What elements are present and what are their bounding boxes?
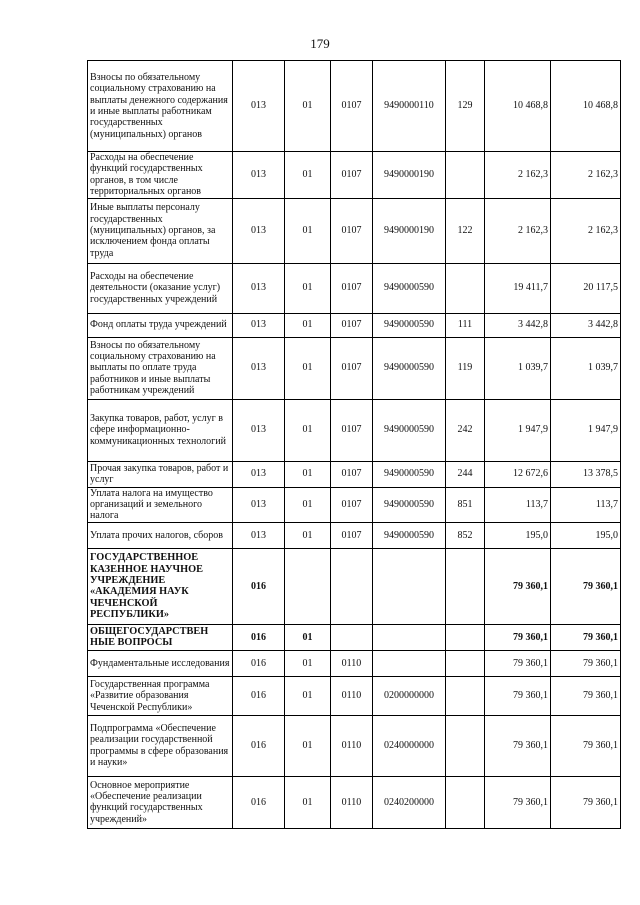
target-article-code: 0240200000	[373, 776, 446, 828]
expense-type-code	[446, 776, 485, 828]
row-name: ОБЩЕГОСУДАРСТВЕН НЫЕ ВОПРОСЫ	[88, 624, 233, 650]
table-body	[88, 61, 621, 829]
section-code: 01	[285, 152, 331, 199]
row-name: Прочая закупка товаров, работ и услуг	[88, 461, 233, 487]
section-code: 01	[285, 313, 331, 337]
amount-year-2: 79 360,1	[551, 676, 621, 715]
section-code: 01	[285, 624, 331, 650]
target-article-code: 9490000110	[373, 61, 446, 152]
amount-year-1: 79 360,1	[485, 715, 551, 776]
admin-code: 016	[233, 676, 285, 715]
amount-year-2: 79 360,1	[551, 548, 621, 624]
admin-code: 013	[233, 263, 285, 313]
target-article-code: 9490000190	[373, 198, 446, 263]
amount-year-2: 20 117,5	[551, 263, 621, 313]
expense-type-code: 852	[446, 522, 485, 548]
target-article-code	[373, 650, 446, 676]
admin-code: 013	[233, 487, 285, 522]
table-row	[88, 263, 621, 313]
admin-code: 016	[233, 776, 285, 828]
amount-year-2: 2 162,3	[551, 198, 621, 263]
row-name: Основное мероприятие «Обеспечение реализации функций государственных учреждений»	[88, 776, 233, 828]
amount-year-1: 3 442,8	[485, 313, 551, 337]
amount-year-1: 79 360,1	[485, 624, 551, 650]
target-article-code	[373, 624, 446, 650]
amount-year-1: 1 039,7	[485, 337, 551, 399]
subsection-code: 0107	[331, 337, 373, 399]
amount-year-1: 2 162,3	[485, 198, 551, 263]
expense-type-code: 242	[446, 399, 485, 461]
table-row	[88, 650, 621, 676]
amount-year-1: 79 360,1	[485, 548, 551, 624]
row-name: Взносы по обязательному социальному страхованию на выплаты по оплате труда работников и иные выплаты работникам учреждений	[88, 337, 233, 399]
admin-code: 016	[233, 650, 285, 676]
amount-year-2: 113,7	[551, 487, 621, 522]
subsection-code: 0107	[331, 522, 373, 548]
section-code: 01	[285, 522, 331, 548]
expense-type-code: 122	[446, 198, 485, 263]
amount-year-2: 1 947,9	[551, 399, 621, 461]
expense-type-code	[446, 263, 485, 313]
subsection-code: 0107	[331, 399, 373, 461]
target-article-code: 9490000590	[373, 522, 446, 548]
expense-type-code: 111	[446, 313, 485, 337]
expense-type-code	[446, 650, 485, 676]
table-row	[88, 313, 621, 337]
row-name: Расходы на обеспечение деятельности (оказание услуг) государственных учреждений	[88, 263, 233, 313]
expense-type-code	[446, 152, 485, 199]
row-name: Государственная программа «Развитие образования Чеченской Республики»	[88, 676, 233, 715]
admin-code: 013	[233, 313, 285, 337]
subsection-code: 0107	[331, 61, 373, 152]
expense-type-code: 119	[446, 337, 485, 399]
subsection-code: 0107	[331, 263, 373, 313]
amount-year-2: 79 360,1	[551, 715, 621, 776]
section-code: 01	[285, 198, 331, 263]
table-row	[88, 624, 621, 650]
subsection-code: 0107	[331, 313, 373, 337]
target-article-code: 9490000590	[373, 263, 446, 313]
table-row	[88, 198, 621, 263]
subsection-code: 0110	[331, 776, 373, 828]
amount-year-1: 12 672,6	[485, 461, 551, 487]
target-article-code: 9490000590	[373, 487, 446, 522]
expense-type-code: 129	[446, 61, 485, 152]
amount-year-1: 1 947,9	[485, 399, 551, 461]
amount-year-2: 2 162,3	[551, 152, 621, 199]
budget-table	[87, 60, 621, 829]
expense-type-code	[446, 624, 485, 650]
section-code: 01	[285, 676, 331, 715]
table-row	[88, 337, 621, 399]
subsection-code: 0107	[331, 198, 373, 263]
target-article-code: 9490000590	[373, 313, 446, 337]
table-row	[88, 715, 621, 776]
row-name: Фундаментальные исследования	[88, 650, 233, 676]
target-article-code	[373, 548, 446, 624]
table-row	[88, 61, 621, 152]
admin-code: 013	[233, 522, 285, 548]
row-name: ГОСУДАРСТВЕННОЕ КАЗЕННОЕ НАУЧНОЕ УЧРЕЖДЕНИЕ «АКАДЕМИЯ НАУК ЧЕЧЕНСКОЙ РЕСПУБЛИКИ»	[88, 548, 233, 624]
amount-year-1: 2 162,3	[485, 152, 551, 199]
subsection-code: 0107	[331, 461, 373, 487]
admin-code: 013	[233, 461, 285, 487]
amount-year-2: 79 360,1	[551, 624, 621, 650]
row-name: Подпрограмма «Обеспечение реализации государственной программы в сфере образования и науки»	[88, 715, 233, 776]
target-article-code: 0200000000	[373, 676, 446, 715]
expense-type-code: 244	[446, 461, 485, 487]
admin-code: 016	[233, 548, 285, 624]
amount-year-2: 195,0	[551, 522, 621, 548]
amount-year-1: 10 468,8	[485, 61, 551, 152]
amount-year-2: 1 039,7	[551, 337, 621, 399]
section-code: 01	[285, 715, 331, 776]
subsection-code: 0110	[331, 676, 373, 715]
section-code: 01	[285, 487, 331, 522]
row-name: Иные выплаты персоналу государственных (муниципальных) органов, за исключением фонда оплаты труда	[88, 198, 233, 263]
expense-type-code	[446, 676, 485, 715]
table-row	[88, 676, 621, 715]
amount-year-2: 10 468,8	[551, 61, 621, 152]
target-article-code: 9490000190	[373, 152, 446, 199]
table-row	[88, 152, 621, 199]
expense-type-code	[446, 715, 485, 776]
amount-year-2: 79 360,1	[551, 776, 621, 828]
row-name: Уплата налога на имущество организаций и земельного налога	[88, 487, 233, 522]
amount-year-1: 195,0	[485, 522, 551, 548]
section-code: 01	[285, 61, 331, 152]
table-row	[88, 548, 621, 624]
subsection-code	[331, 548, 373, 624]
subsection-code: 0110	[331, 715, 373, 776]
table-row	[88, 776, 621, 828]
amount-year-1: 79 360,1	[485, 650, 551, 676]
amount-year-1: 19 411,7	[485, 263, 551, 313]
amount-year-2: 79 360,1	[551, 650, 621, 676]
section-code: 01	[285, 263, 331, 313]
subsection-code: 0107	[331, 152, 373, 199]
expense-type-code	[446, 548, 485, 624]
section-code: 01	[285, 399, 331, 461]
section-code: 01	[285, 650, 331, 676]
target-article-code: 9490000590	[373, 337, 446, 399]
row-name: Фонд оплаты труда учреждений	[88, 313, 233, 337]
amount-year-2: 3 442,8	[551, 313, 621, 337]
row-name: Закупка товаров, работ, услуг в сфере информационно-коммуникационных технологий	[88, 399, 233, 461]
row-name: Взносы по обязательному социальному страхованию на выплаты денежного содержания и иные выплаты работникам государственных (муниципальных) органов	[88, 61, 233, 152]
row-name: Уплата прочих налогов, сборов	[88, 522, 233, 548]
row-name: Расходы на обеспечение функций государственных органов, в том числе территориальных органов	[88, 152, 233, 199]
subsection-code: 0110	[331, 650, 373, 676]
section-code: 01	[285, 337, 331, 399]
page-number: 179	[310, 36, 330, 51]
table-row	[88, 522, 621, 548]
admin-code: 016	[233, 715, 285, 776]
admin-code: 016	[233, 624, 285, 650]
table-row	[88, 461, 621, 487]
amount-year-1: 79 360,1	[485, 676, 551, 715]
target-article-code: 0240000000	[373, 715, 446, 776]
admin-code: 013	[233, 198, 285, 263]
amount-year-1: 113,7	[485, 487, 551, 522]
amount-year-2: 13 378,5	[551, 461, 621, 487]
target-article-code: 9490000590	[373, 461, 446, 487]
admin-code: 013	[233, 152, 285, 199]
table-row	[88, 399, 621, 461]
expense-type-code: 851	[446, 487, 485, 522]
table-row	[88, 487, 621, 522]
admin-code: 013	[233, 337, 285, 399]
admin-code: 013	[233, 399, 285, 461]
section-code: 01	[285, 776, 331, 828]
target-article-code: 9490000590	[373, 399, 446, 461]
section-code	[285, 548, 331, 624]
subsection-code: 0107	[331, 487, 373, 522]
amount-year-1: 79 360,1	[485, 776, 551, 828]
admin-code: 013	[233, 61, 285, 152]
section-code: 01	[285, 461, 331, 487]
subsection-code	[331, 624, 373, 650]
